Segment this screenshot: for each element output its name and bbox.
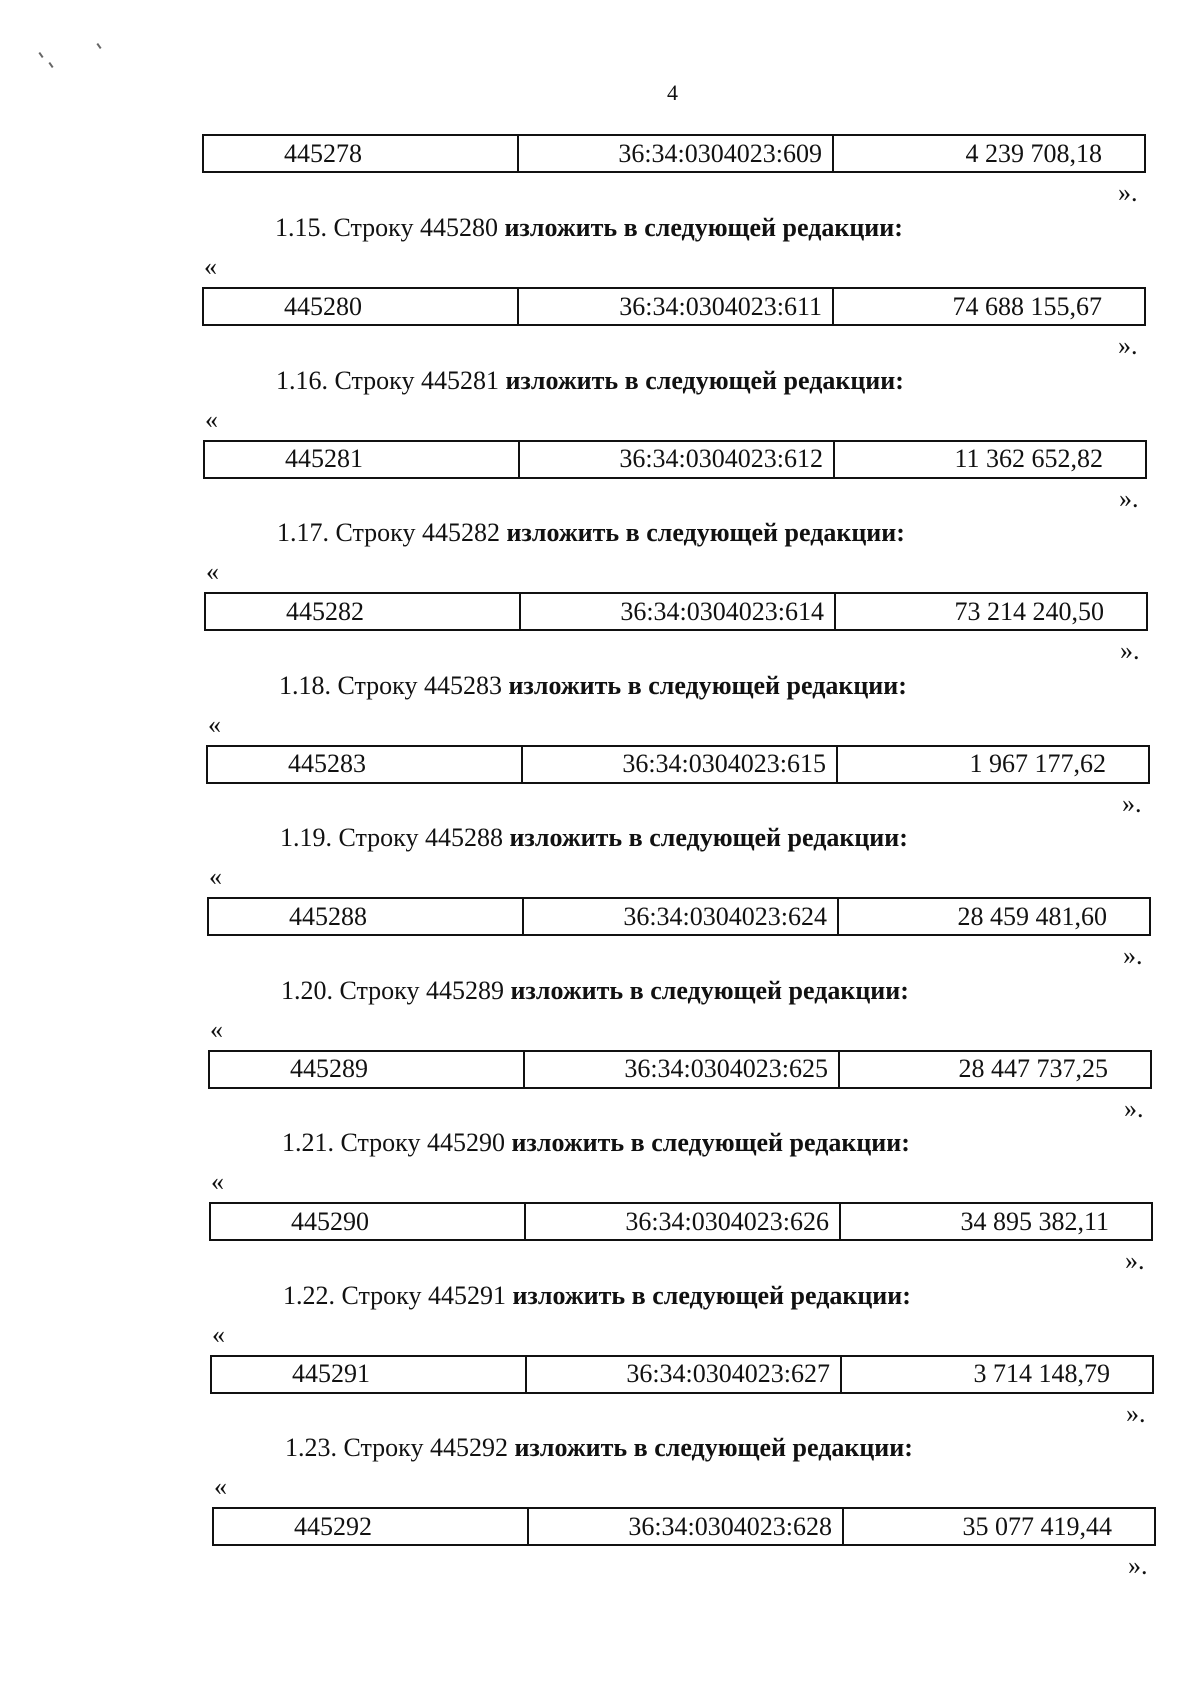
table-row bbox=[202, 134, 1146, 173]
clause-heading: Строку 445291 bbox=[341, 1280, 506, 1310]
amendment-instruction bbox=[276, 366, 904, 396]
row-id-cell: 445290 bbox=[211, 1204, 526, 1239]
table-row bbox=[208, 1050, 1152, 1089]
clause-instruction-text: изложить в следующей редакции: bbox=[504, 213, 903, 242]
opening-quote: « bbox=[209, 862, 222, 891]
table-row bbox=[206, 745, 1150, 784]
clause-number: 1.22. bbox=[283, 1280, 335, 1310]
clause-instruction-text: изложить в следующей редакции: bbox=[505, 365, 904, 395]
opening-quote: « bbox=[205, 404, 218, 434]
row-id-cell: 445278 bbox=[204, 136, 519, 171]
row-value-cell: 3 714 148,79 bbox=[973, 1359, 1110, 1388]
clause-number: 1.19. bbox=[280, 823, 332, 852]
row-id-cell: 445280 bbox=[204, 289, 519, 324]
amendment-instruction bbox=[277, 518, 905, 548]
row-id-cell: 445289 bbox=[210, 1052, 525, 1087]
row-id-cell: 445288 bbox=[209, 899, 524, 934]
row-value-cell: 4 239 708,18 bbox=[965, 138, 1102, 168]
row-id-cell: 445283 bbox=[208, 747, 523, 782]
row-id-cell: 445282 bbox=[206, 594, 521, 629]
amendment-instruction bbox=[279, 671, 907, 701]
clause-instruction-text: изложить в следующей редакции: bbox=[511, 1128, 910, 1157]
opening-quote: « bbox=[204, 252, 217, 281]
clause-instruction-text: изложить в следующей редакции: bbox=[509, 823, 908, 852]
table-row bbox=[202, 287, 1146, 326]
row-id-cell: 445291 bbox=[212, 1357, 527, 1392]
clause-number: 1.16. bbox=[276, 365, 328, 395]
clause-number: 1.23. bbox=[285, 1433, 337, 1462]
closing-quote: ». bbox=[1118, 178, 1138, 207]
page-number: 4 bbox=[667, 80, 678, 105]
row-value-cell: 34 895 382,11 bbox=[960, 1206, 1109, 1236]
row-cadastral-cell: 36:34:0304023:611 bbox=[519, 289, 834, 324]
scan-speck bbox=[96, 43, 101, 49]
table-row bbox=[207, 897, 1151, 936]
clause-heading: Строку 445281 bbox=[334, 365, 499, 395]
row-cadastral-cell: 36:34:0304023:625 bbox=[525, 1052, 840, 1087]
closing-quote: ». bbox=[1128, 1551, 1148, 1580]
clause-instruction-text: изложить в следующей редакции: bbox=[514, 1433, 913, 1462]
closing-quote: ». bbox=[1123, 941, 1143, 970]
clause-number: 1.20. bbox=[281, 975, 333, 1005]
clause-number: 1.15. bbox=[275, 213, 327, 242]
row-cadastral-cell: 36:34:0304023:609 bbox=[519, 136, 834, 171]
closing-quote: ». bbox=[1126, 1398, 1146, 1428]
closing-quote: ». bbox=[1120, 636, 1140, 665]
clause-number: 1.17. bbox=[277, 518, 329, 547]
clause-instruction-text: изложить в следующей редакции: bbox=[510, 975, 909, 1005]
table-row bbox=[212, 1507, 1156, 1546]
row-value-cell: 74 688 155,67 bbox=[952, 291, 1102, 321]
row-value-cell: 11 362 652,82 bbox=[954, 444, 1103, 473]
clause-heading: Строку 445290 bbox=[340, 1128, 505, 1157]
closing-quote: ». bbox=[1122, 788, 1142, 818]
closing-quote: ». bbox=[1124, 1093, 1144, 1123]
opening-quote: « bbox=[214, 1472, 227, 1501]
opening-quote: « bbox=[212, 1319, 225, 1349]
amendment-instruction bbox=[275, 213, 903, 243]
clause-instruction-text: изложить в следующей редакции: bbox=[508, 670, 907, 700]
row-value-cell: 28 459 481,60 bbox=[957, 901, 1107, 931]
amendment-instruction bbox=[283, 1281, 911, 1311]
table-row bbox=[203, 440, 1147, 479]
row-id-cell: 445292 bbox=[214, 1509, 529, 1544]
row-cadastral-cell: 36:34:0304023:612 bbox=[520, 442, 835, 477]
row-cadastral-cell: 36:34:0304023:627 bbox=[527, 1357, 842, 1392]
clause-heading: Строку 445292 bbox=[343, 1433, 508, 1462]
clause-number: 1.18. bbox=[279, 670, 331, 700]
clause-heading: Строку 445282 bbox=[335, 518, 500, 547]
closing-quote: ». bbox=[1118, 331, 1138, 360]
row-cadastral-cell: 36:34:0304023:628 bbox=[529, 1509, 844, 1544]
amendment-instruction bbox=[280, 823, 908, 853]
opening-quote: « bbox=[208, 709, 221, 739]
table-row bbox=[204, 592, 1148, 631]
row-cadastral-cell: 36:34:0304023:626 bbox=[526, 1204, 841, 1239]
clause-heading: Строку 445289 bbox=[339, 975, 504, 1005]
clause-number: 1.21. bbox=[282, 1128, 334, 1157]
scan-speck bbox=[38, 52, 43, 58]
opening-quote: « bbox=[211, 1167, 224, 1196]
clause-instruction-text: изложить в следующей редакции: bbox=[506, 518, 905, 547]
closing-quote: ». bbox=[1119, 483, 1139, 513]
amendment-instruction bbox=[281, 976, 909, 1006]
scan-speck bbox=[48, 62, 53, 68]
clause-instruction-text: изложить в следующей редакции: bbox=[512, 1280, 911, 1310]
row-cadastral-cell: 36:34:0304023:624 bbox=[524, 899, 839, 934]
opening-quote: « bbox=[210, 1014, 223, 1044]
row-id-cell: 445281 bbox=[205, 442, 520, 477]
row-value-cell: 73 214 240,50 bbox=[954, 596, 1104, 626]
table-row bbox=[210, 1355, 1154, 1394]
clause-heading: Строку 445280 bbox=[333, 213, 498, 242]
clause-heading: Строку 445288 bbox=[338, 823, 503, 852]
row-value-cell: 28 447 737,25 bbox=[958, 1054, 1108, 1083]
clause-heading: Строку 445283 bbox=[337, 670, 502, 700]
amendment-instruction bbox=[282, 1128, 910, 1158]
row-value-cell: 35 077 419,44 bbox=[962, 1511, 1112, 1541]
opening-quote: « bbox=[206, 557, 219, 586]
row-cadastral-cell: 36:34:0304023:614 bbox=[521, 594, 836, 629]
closing-quote: ». bbox=[1125, 1246, 1145, 1275]
row-value-cell: 1 967 177,62 bbox=[969, 749, 1106, 778]
row-cadastral-cell: 36:34:0304023:615 bbox=[523, 747, 838, 782]
amendment-instruction bbox=[285, 1433, 913, 1463]
table-row bbox=[209, 1202, 1153, 1241]
